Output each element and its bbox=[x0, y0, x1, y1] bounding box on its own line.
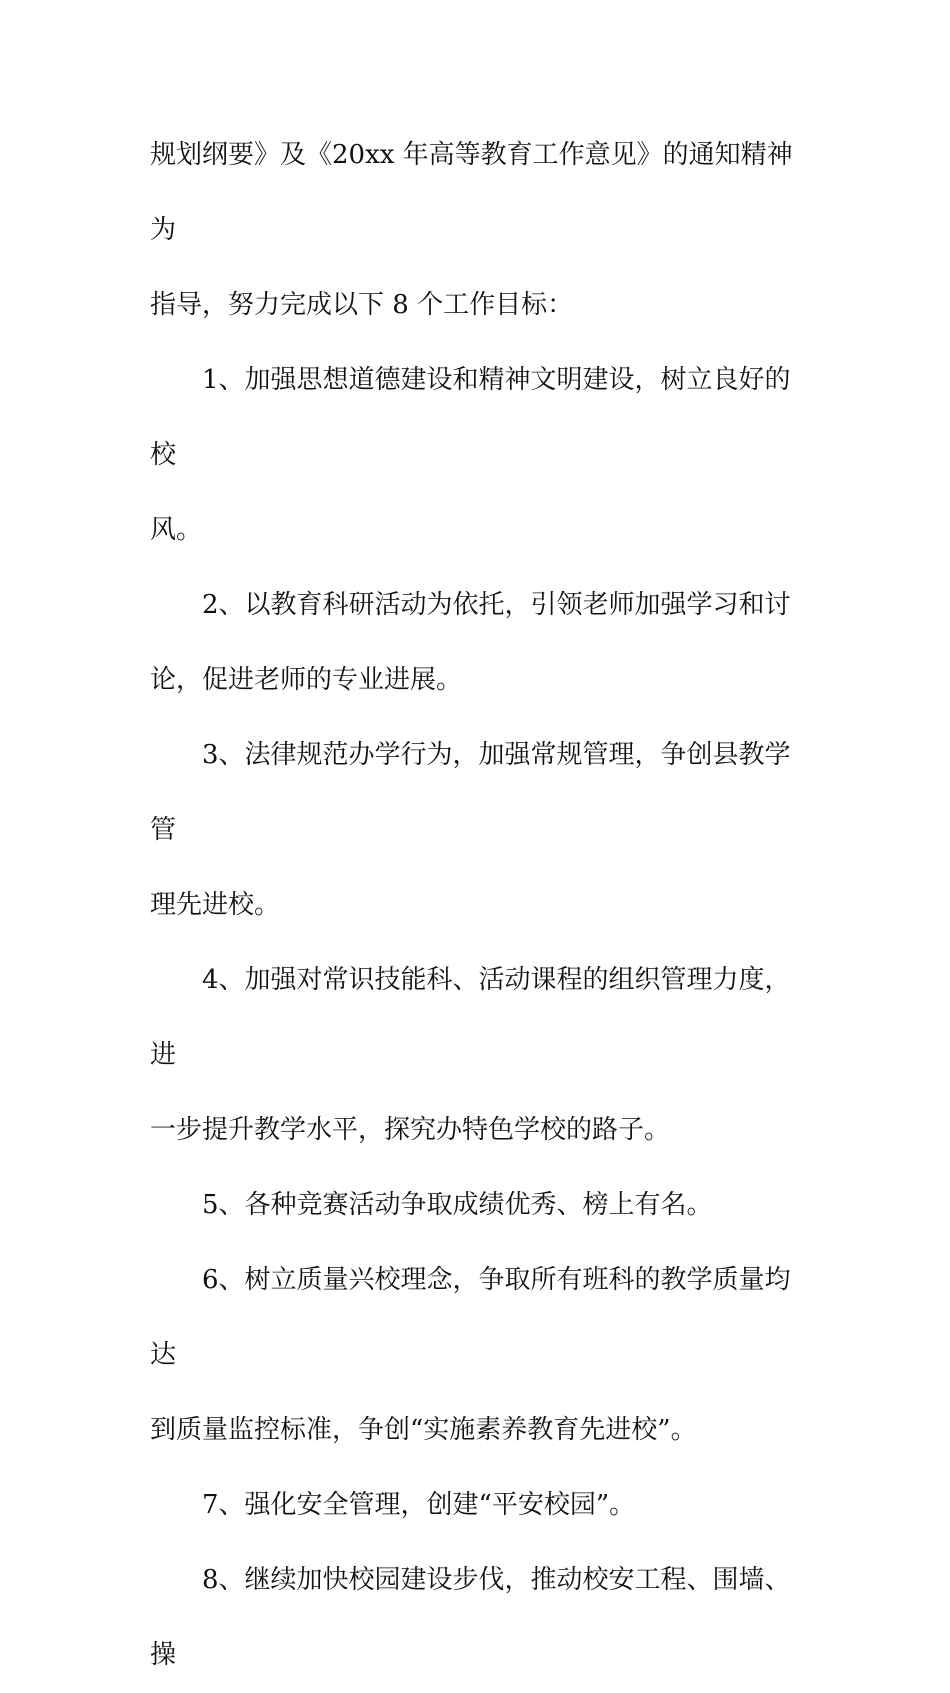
goal-8-line-1: 8、继续加快校园建设步伐，推动校安工程、围墙、操 bbox=[150, 1565, 791, 1670]
goal-4-line-1: 4、加强对常识技能科、活动课程的组织管理力度，进 bbox=[150, 965, 791, 1070]
document-body bbox=[150, 118, 810, 1693]
goal-6-line-2: 到质量监控标准，争创“实施素养教育先进校”。 bbox=[150, 1415, 697, 1445]
goal-3-line-1: 3、法律规范办学行为，加强常规管理，争创县教学管 bbox=[150, 740, 791, 845]
goal-6-line-1: 6、树立质量兴校理念，争取所有班科的教学质量均达 bbox=[150, 1265, 791, 1370]
goal-2-line-2: 论，促进老师的专业进展。 bbox=[150, 665, 463, 695]
goal-5-line-1: 5、各种竞赛活动争取成绩优秀、榜上有名。 bbox=[202, 1190, 713, 1220]
text-line-2: 指导，努力完成以下 8 个工作目标： bbox=[150, 290, 574, 320]
goal-4-line-2: 一步提升教学水平，探究办特色学校的路子。 bbox=[150, 1115, 671, 1145]
goal-3-line-2: 理先进校。 bbox=[150, 890, 281, 920]
goal-7-line-1: 7、强化安全管理，创建“平安校园”。 bbox=[202, 1490, 636, 1520]
goal-1-line-2: 风。 bbox=[150, 515, 203, 545]
text-line-1: 规划纲要》及《20xx 年高等教育工作意见》的通知精神为 bbox=[150, 140, 793, 245]
goal-2-line-1: 2、以教育科研活动为依托，引领老师加强学习和讨 bbox=[202, 590, 791, 620]
goal-1-line-1: 1、加强思想道德建设和精神文明建设，树立良好的校 bbox=[150, 365, 791, 470]
